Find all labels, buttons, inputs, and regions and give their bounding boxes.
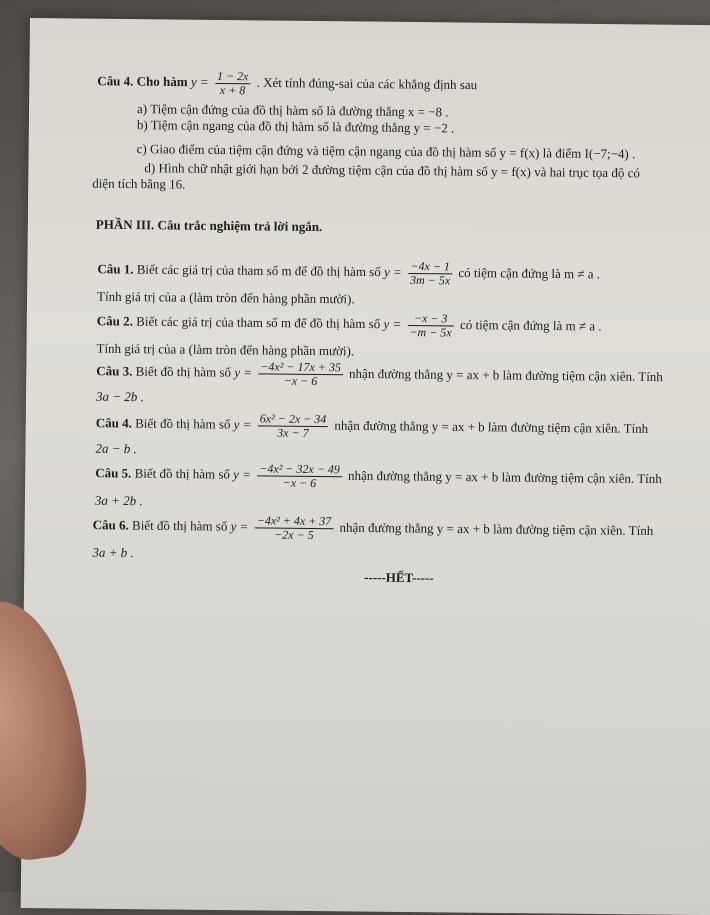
- q1-num: −4x − 1: [408, 260, 452, 274]
- q4-d2: diện tích bằng 16.: [92, 175, 186, 192]
- q2-line1: [97, 309, 602, 341]
- q3-num: −4x² − 17x + 35: [258, 360, 343, 375]
- q6-fraction: [255, 514, 334, 542]
- q4-top-fraction: [215, 70, 251, 97]
- q4-top-line: [97, 69, 477, 100]
- q4-line1: [96, 411, 649, 444]
- q6-den: −2x − 5: [274, 527, 314, 542]
- q4-num: 6x² − 2x − 34: [258, 412, 329, 427]
- q5-text: Biết đồ thị hàm số: [134, 465, 231, 482]
- q3-fraction: [258, 360, 343, 388]
- q5-line2: 3a + 2b .: [94, 492, 143, 509]
- q5-yeq: y =: [233, 466, 252, 482]
- q2-den: −m − 5x: [409, 324, 452, 340]
- q1-line2: Tính giá trị của a (làm tròn đến hàng phần mười).: [97, 288, 355, 307]
- q4-top-prefix: Câu 4. Cho hàm: [97, 73, 188, 90]
- end-mark: -----HẾT-----: [364, 569, 434, 586]
- q5-fraction: [257, 462, 342, 490]
- q3-label: Câu 3.: [96, 363, 133, 379]
- q4-top-num: 1 − 2x: [215, 70, 251, 84]
- q3-line1: [96, 359, 663, 392]
- q4-c: c) Giao điểm của tiệm cận đứng và tiệm cận ngang của đồ thị hàm số y = f(x) là điểm I(−7;−4) .: [136, 141, 636, 162]
- q4-top-suffix: . Xét tính đúng-sai của các khẳng định sau: [256, 74, 478, 93]
- q5-num: −4x² − 32x − 49: [257, 462, 342, 477]
- q3-suffix: nhận đường thẳng y = ax + b làm đường tiệm cận xiên. Tính: [349, 365, 663, 385]
- q2-yeq: y =: [383, 316, 402, 332]
- q1-suffix: có tiệm cận đứng là m ≠ a .: [458, 264, 601, 282]
- q6-yeq: y =: [230, 518, 249, 534]
- q4-den: 3x − 7: [277, 425, 309, 440]
- q3-den: −x − 6: [283, 373, 318, 389]
- q2-line2: Tính giá trị của a (làm tròn đến hàng phần mười).: [96, 340, 355, 359]
- q5-label: Câu 5.: [95, 465, 132, 481]
- q1-text: Biết các giá trị của tham số m để đồ thị hàm số: [136, 261, 381, 280]
- q6-text: Biết đồ thị hàm số: [131, 517, 228, 534]
- q1-den: 3m − 5x: [409, 272, 451, 288]
- q3-yeq: y =: [234, 364, 253, 380]
- q5-line1: [95, 461, 662, 494]
- q2-num: −x − 3: [408, 312, 454, 326]
- q4-suffix: nhận đường thẳng y = ax + b làm đường tiệm cận xiên. Tính: [334, 417, 649, 436]
- q1-line1: [97, 257, 600, 289]
- q4-d1: d) Hình chữ nhật giới hạn bởi 2 đường tiệm cận của đồ thị hàm số y = f(x) và hai trục tọa độ có: [144, 160, 640, 181]
- q4-text: Biết đồ thị hàm số: [135, 415, 231, 432]
- q4-top-den: x + 8: [219, 82, 246, 98]
- q2-label: Câu 2.: [96, 313, 134, 329]
- exam-paper: [21, 18, 710, 915]
- q2-suffix: có tiệm cận đứng là m ≠ a .: [459, 317, 602, 334]
- part3-heading: PHẦN III. Câu trắc nghiệm trả lời ngắn.: [95, 216, 323, 235]
- q4-a: a) Tiệm cận đứng của đồ thị hàm số là đường thẳng x = −8 .: [136, 101, 449, 120]
- q1-fraction: [408, 260, 452, 287]
- q6-num: −4x² + 4x + 37: [255, 514, 334, 529]
- q6-line1: [93, 513, 654, 546]
- q6-line2: 3a + b .: [92, 544, 134, 561]
- q6-label: Câu 6.: [92, 517, 129, 533]
- q4-fraction: [258, 412, 329, 440]
- q2-fraction: [407, 312, 453, 339]
- q1-label: Câu 1.: [97, 261, 134, 277]
- q4-line2: 2a − b .: [95, 440, 137, 457]
- q1-yeq: y =: [383, 264, 402, 280]
- q6-suffix: nhận đường thẳng y = ax + b làm đường tiệm cận xiên. Tính: [339, 519, 654, 539]
- q5-suffix: nhận đường thẳng y = ax + b làm đường tiệm cận xiên. Tính: [347, 467, 662, 487]
- q3-line2: 3a − 2b .: [95, 388, 144, 405]
- q3-text: Biết đồ thị hàm số: [135, 363, 232, 380]
- q4-label: Câu 4.: [95, 415, 132, 431]
- q4-b: b) Tiệm cận ngang của đồ thị hàm số là đường thẳng y = −2 .: [136, 117, 455, 136]
- q5-den: −x − 6: [282, 475, 317, 491]
- q4-top-yeq: y =: [190, 74, 209, 90]
- q2-text: Biết các giá trị của tham số m để đồ thị hàm số: [136, 313, 381, 332]
- q4-yeq: y =: [233, 416, 252, 432]
